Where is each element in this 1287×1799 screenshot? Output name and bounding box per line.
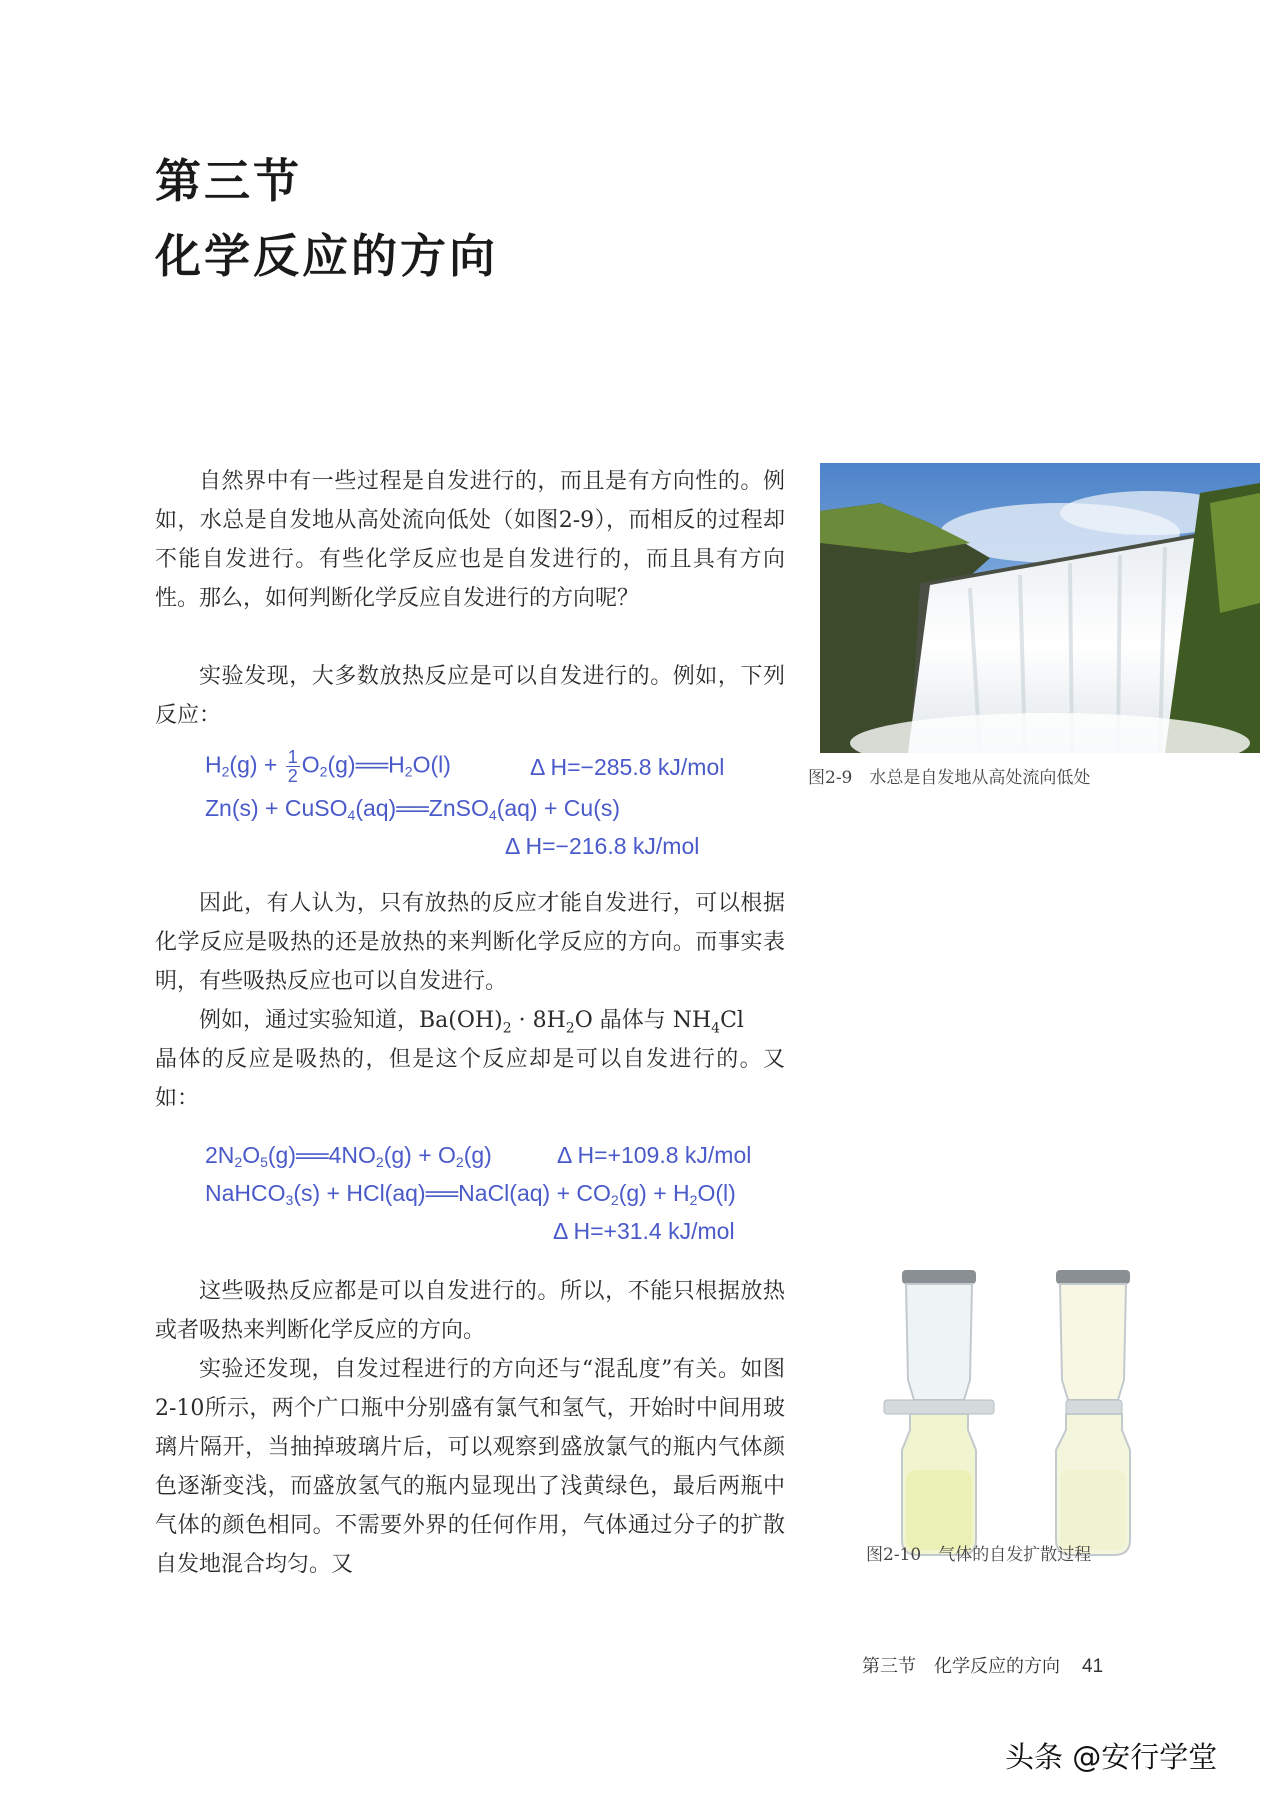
page-footer [862, 1652, 1103, 1678]
paragraph-3: 因此，有人认为，只有放热的反应才能自发进行，可以根据化学反应是吸热的还是放热的来判断化学反应的方向。而事实表明，有些吸热反应也可以自发进行。 [155, 891, 785, 994]
paragraph-4-rest: 晶体的反应是吸热的，但是这个反应却是可以自发进行的。又如： [155, 1047, 785, 1111]
paragraph-1: 自然界中有一些过程是自发进行的，而且是有方向性的。例如，水总是自发地从高处流向低处（如图2-9），而相反的过程却不能自发进行。有些化学反应也是自发进行的，而且具有方向性。那么，如何判断化学反应自发进行的方向呢？ [155, 469, 785, 611]
equation-2-enthalpy: Δ H=−216.8 kJ/mol [505, 833, 700, 859]
gas-bottles-photo [880, 1270, 1180, 1560]
watermark: 头条 @安行学堂 [1005, 1740, 1218, 1774]
figure-2-10-caption: 图2-10 气体的自发扩散过程 [866, 1545, 1092, 1565]
page-number: 41 [1082, 1656, 1104, 1677]
equation-3: $2N_2O_5(g)══4NO_2(g) + O_2(g)$ [205, 1142, 492, 1170]
waterfall-photo [820, 463, 1260, 753]
paragraph-5: 这些吸热反应都是可以自发进行的。所以，不能只根据放热或者吸热来判断化学反应的方向。 [155, 1279, 785, 1343]
footer-section: 第三节 化学反应的方向 [862, 1656, 1060, 1677]
fraction-half: $\frac{1}{2}$ [287, 747, 298, 786]
equation-4: NaHCO$_3$(s) + HCl(aq)══NaCl(aq) + $CO_2(g) + H_2O(l)$ [205, 1180, 736, 1208]
paragraph-6: 实验还发现，自发过程进行的方向还与“混乱度”有关。如图2-10所示，两个广口瓶中分别盛有氯气和氢气，开始时中间用玻璃片隔开，当抽掉玻璃片后，可以观察到盛放氯气的瓶内气体颜色逐渐变浅，而盛放氢气的瓶内显现出了浅黄绿色，最后两瓶中气体的颜色相同。不需要外界的任何作用，气体通过分子的扩散自发地混合均匀。又 [155, 1357, 785, 1577]
equation-3-enthalpy: Δ H=+109.8 kJ/mol [557, 1142, 752, 1168]
figure-2-9-caption: 图2-9 水总是自发地从高处流向低处 [808, 768, 1091, 788]
equation-1-enthalpy: Δ H=−285.8 kJ/mol [530, 754, 725, 780]
paragraph-4-line1: 例如，通过实验知道，$Ba(OH)_2 \cdot 8H_2O$ 晶体与 $NH_4Cl$ [199, 1008, 744, 1037]
paragraph-2: 实验发现，大多数放热反应是可以自发进行的。例如，下列反应： [155, 664, 785, 728]
equation-1: $H_2(g)$ + $\frac{1}{2}$ $O_2(g)══H_2O(l)$ [205, 747, 451, 786]
equation-4-enthalpy: Δ H=+31.4 kJ/mol [553, 1218, 735, 1244]
section-title: 化学反应的方向 [155, 229, 498, 283]
equation-2: Zn(s) + CuSO$_4$(aq)══ZnSO$_4$(aq) + Cu(s) [205, 795, 621, 823]
section-number: 第三节 [155, 154, 302, 208]
